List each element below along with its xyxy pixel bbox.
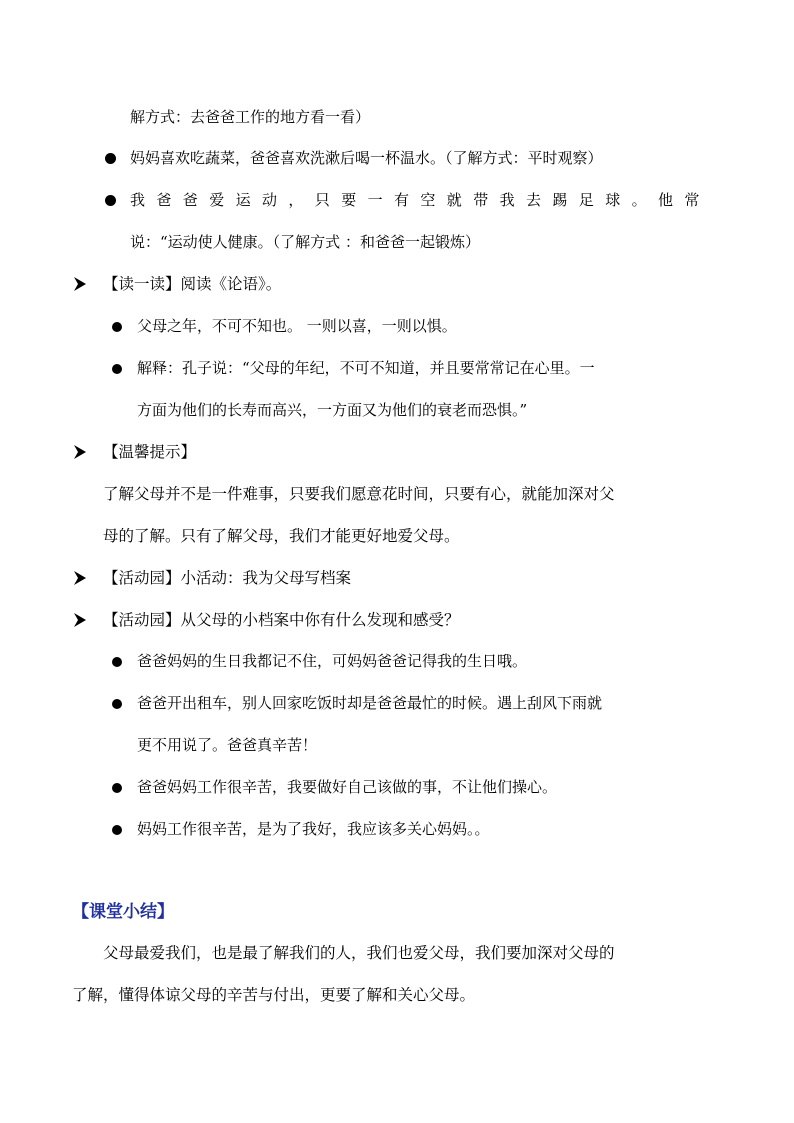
bullet-icon <box>112 364 122 374</box>
list-item: 解释：孔子说：“父母的年纪，不可不知道，并且要常常记在心里。一 <box>137 359 595 377</box>
section-heading: 【活动园】从父母的小档案中你有什么发现和感受？ <box>103 611 460 629</box>
list-item: 爸爸开出租车，别人回家吃饭时却是爸爸最忙的时候。遇上刮风下雨就 <box>137 694 603 712</box>
bullet-icon <box>105 153 116 164</box>
section-heading: 【读一读】阅读《论语》。 <box>103 275 282 293</box>
paragraph-line: 母的了解。只有了解父母，我们才能更好地爱父母。 <box>103 527 460 545</box>
list-item: 妈妈喜欢吃蔬菜，爸爸喜欢洗漱后喝一杯温水。（了解方式：平时观察） <box>130 149 603 167</box>
section-heading: 【温馨提示】 <box>103 443 197 461</box>
list-item-continuation: 方面为他们的长寿而高兴，一方面又为他们的衰老而恐惧。” <box>137 401 528 419</box>
arrowhead-bullet-icon <box>72 444 88 460</box>
list-item: 妈妈工作很辛苦，是为了我好，我应该多关心妈妈。。 <box>137 820 490 838</box>
arrowhead-bullet-icon <box>72 612 88 628</box>
list-item-continuation: 更不用说了。爸爸真辛苦！ <box>137 736 318 754</box>
list-item-continuation: 说：“运动使人健康。（了解方式 ：和爸爸一起锻炼） <box>130 233 480 251</box>
bullet-icon <box>105 195 116 206</box>
list-item: 父母之年，不可不知也。 一则以喜，一则以惧。 <box>137 317 457 335</box>
section-heading: 【活动园】小活动：我为父母写档案 <box>103 569 352 587</box>
summary-paragraph-line: 了解，懂得体谅父母的辛苦与付出，更要了解和关心父母。 <box>72 986 476 1004</box>
list-item: 爸爸妈妈工作很辛苦，我要做好自己该做的事，不让他们操心。 <box>137 778 558 796</box>
summary-paragraph-line: 父母最爱我们，也是最了解我们的人，我们也爱父母，我们要加深对父母的 <box>103 944 615 962</box>
bullet-icon <box>112 783 122 793</box>
list-item: 爸爸妈妈的生日我都记不住，可妈妈爸爸记得我的生日哦。 <box>137 652 528 670</box>
bullet-icon <box>112 699 122 709</box>
summary-title: 【课堂小结】 <box>72 902 174 922</box>
text-line: 解方式：去爸爸工作的地方看一看） <box>130 108 371 126</box>
bullet-icon <box>112 825 122 835</box>
bullet-icon <box>112 657 122 667</box>
paragraph-line: 了解父母并不是一件难事，只要我们愿意花时间，只要有心，就能加深对父 <box>103 485 615 503</box>
arrowhead-bullet-icon <box>72 276 88 292</box>
list-item: 我爸爸爱运动，只要一有空就带我去踢足球。他常 <box>130 191 711 209</box>
arrowhead-bullet-icon <box>72 570 88 586</box>
bullet-icon <box>112 322 122 332</box>
